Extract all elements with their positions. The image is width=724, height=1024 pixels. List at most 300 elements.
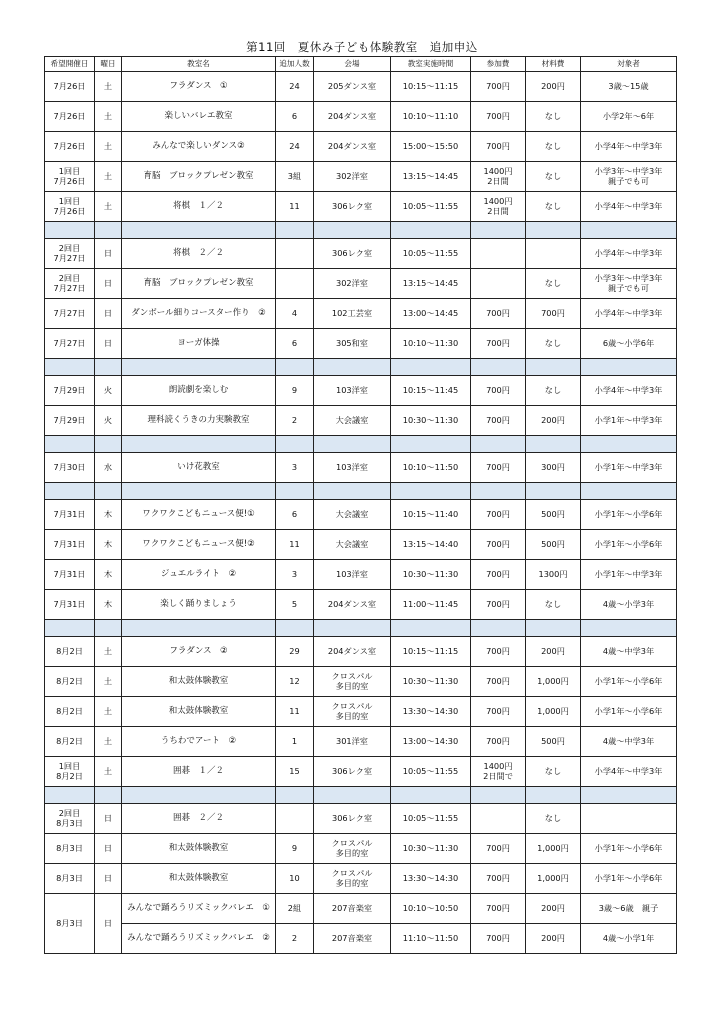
class-name-cell: いけ花教室 xyxy=(122,453,276,483)
table-row xyxy=(45,72,677,102)
time-cell: 10:05～11:55 xyxy=(391,804,471,834)
day-cell: 火 xyxy=(95,376,122,406)
separator-cell xyxy=(314,222,391,239)
target-cell: 3歳～15歳 xyxy=(581,72,677,102)
time-cell: 10:30～11:30 xyxy=(391,667,471,697)
time-cell: 10:10～10:50 xyxy=(391,894,471,924)
target-cell: 小学1年～小学6年 xyxy=(581,667,677,697)
venue-cell: 大会議室 xyxy=(314,530,391,560)
fee-cell: 700円 xyxy=(471,530,526,560)
venue-cell: 103洋室 xyxy=(314,376,391,406)
page-title: 第11回 夏休み子ども体験教室 追加申込 xyxy=(246,40,478,54)
separator-cell xyxy=(391,787,471,804)
venue-cell: 204ダンス室 xyxy=(314,590,391,620)
target-cell: 小学1年～小学6年 xyxy=(581,530,677,560)
date-cell: 1回目 7月26日 xyxy=(45,192,95,222)
day-cell: 土 xyxy=(95,727,122,757)
venue-cell: 306レク室 xyxy=(314,192,391,222)
separator-cell xyxy=(122,483,276,500)
count-cell: 2 xyxy=(276,924,314,954)
fee-cell: 1400円 2日間 xyxy=(471,162,526,192)
material-cell: なし xyxy=(526,376,581,406)
fee-cell: 700円 xyxy=(471,406,526,436)
class-name-cell: 楽しく踊りましょう xyxy=(122,590,276,620)
count-cell: 5 xyxy=(276,590,314,620)
material-cell: なし xyxy=(526,757,581,787)
material-cell: なし xyxy=(526,132,581,162)
separator-cell xyxy=(276,436,314,453)
count-cell: 6 xyxy=(276,329,314,359)
count-cell: 9 xyxy=(276,834,314,864)
day-cell: 土 xyxy=(95,102,122,132)
time-cell: 10:15～11:40 xyxy=(391,500,471,530)
header-venue: 会場 xyxy=(314,57,391,72)
separator-cell xyxy=(581,787,677,804)
table-row xyxy=(45,406,677,436)
fee-cell: 700円 xyxy=(471,560,526,590)
header-count: 追加人数 xyxy=(276,57,314,72)
table-row xyxy=(45,924,677,954)
separator-cell xyxy=(276,483,314,500)
date-cell: 2回目 7月27日 xyxy=(45,239,95,269)
target-cell: 3歳～6歳 親子 xyxy=(581,894,677,924)
count-cell: 3組 xyxy=(276,162,314,192)
class-name-cell: うちわでアート ② xyxy=(122,727,276,757)
table-row xyxy=(45,192,677,222)
separator-cell xyxy=(45,359,95,376)
date-cell: 7月26日 xyxy=(45,132,95,162)
fee-cell: 700円 xyxy=(471,697,526,727)
target-cell: 小学2年～6年 xyxy=(581,102,677,132)
fee-cell: 700円 xyxy=(471,924,526,954)
separator-cell xyxy=(95,436,122,453)
count-cell xyxy=(276,239,314,269)
count-cell: 24 xyxy=(276,132,314,162)
separator-cell xyxy=(581,436,677,453)
class-name-cell: みんなで楽しいダンス② xyxy=(122,132,276,162)
time-cell: 13:15～14:45 xyxy=(391,162,471,192)
venue-cell: 103洋室 xyxy=(314,560,391,590)
class-name-cell: 和太鼓体験教室 xyxy=(122,864,276,894)
fee-cell: 700円 xyxy=(471,72,526,102)
date-cell: 7月31日 xyxy=(45,560,95,590)
venue-cell: 301洋室 xyxy=(314,727,391,757)
material-cell: 1300円 xyxy=(526,560,581,590)
separator-cell xyxy=(276,222,314,239)
count-cell: 11 xyxy=(276,697,314,727)
header-class-name: 教室名 xyxy=(122,57,276,72)
date-cell: 8月3日 xyxy=(45,864,95,894)
class-name-cell: みんなで踊ろうリズミックバレエ ② xyxy=(122,924,276,954)
fee-cell: 700円 xyxy=(471,727,526,757)
separator-cell xyxy=(45,483,95,500)
table-row xyxy=(45,894,677,924)
separator-cell xyxy=(95,483,122,500)
date-cell: 7月26日 xyxy=(45,102,95,132)
separator-cell xyxy=(314,359,391,376)
table-row xyxy=(45,269,677,299)
time-cell: 10:30～11:30 xyxy=(391,406,471,436)
time-cell: 10:15～11:15 xyxy=(391,637,471,667)
day-cell: 土 xyxy=(95,667,122,697)
table-row xyxy=(45,864,677,894)
class-name-cell: フラダンス ① xyxy=(122,72,276,102)
table-row xyxy=(45,727,677,757)
count-cell xyxy=(276,269,314,299)
time-cell: 13:00～14:30 xyxy=(391,727,471,757)
venue-cell: 大会議室 xyxy=(314,500,391,530)
material-cell: 500円 xyxy=(526,530,581,560)
class-name-cell: フラダンス ② xyxy=(122,637,276,667)
material-cell: 700円 xyxy=(526,299,581,329)
venue-cell: 大会議室 xyxy=(314,406,391,436)
fee-cell xyxy=(471,269,526,299)
count-cell: 12 xyxy=(276,667,314,697)
count-cell: 4 xyxy=(276,299,314,329)
material-cell: なし xyxy=(526,329,581,359)
date-cell: 1回目 8月2日 xyxy=(45,757,95,787)
day-cell: 日 xyxy=(95,269,122,299)
fee-cell: 700円 xyxy=(471,376,526,406)
separator-cell xyxy=(391,222,471,239)
time-cell: 13:15～14:45 xyxy=(391,269,471,299)
material-cell: 200円 xyxy=(526,406,581,436)
venue-cell: クロスパル 多目的室 xyxy=(314,667,391,697)
table-row xyxy=(45,453,677,483)
separator-cell xyxy=(526,483,581,500)
count-cell: 29 xyxy=(276,637,314,667)
fee-cell: 1400円 2日間 xyxy=(471,192,526,222)
separator-cell xyxy=(276,620,314,637)
separator-cell xyxy=(314,787,391,804)
time-cell: 10:10～11:50 xyxy=(391,453,471,483)
day-cell: 日 xyxy=(95,329,122,359)
material-cell: なし xyxy=(526,162,581,192)
fee-cell: 700円 xyxy=(471,329,526,359)
date-cell: 8月2日 xyxy=(45,637,95,667)
target-cell: 小学1年～小学6年 xyxy=(581,697,677,727)
separator-cell xyxy=(526,436,581,453)
day-cell: 土 xyxy=(95,697,122,727)
class-name-cell: 囲碁 １／２ xyxy=(122,757,276,787)
class-name-cell: 将棋 １／２ xyxy=(122,192,276,222)
fee-cell xyxy=(471,239,526,269)
fee-cell: 700円 xyxy=(471,590,526,620)
table-row xyxy=(45,376,677,406)
venue-cell: 102工芸室 xyxy=(314,299,391,329)
day-cell: 土 xyxy=(95,637,122,667)
table-row xyxy=(45,834,677,864)
count-cell: 6 xyxy=(276,102,314,132)
venue-cell: 306レク室 xyxy=(314,239,391,269)
table-row xyxy=(45,299,677,329)
material-cell: なし xyxy=(526,192,581,222)
fee-cell: 700円 xyxy=(471,500,526,530)
date-cell: 7月27日 xyxy=(45,329,95,359)
day-cell: 土 xyxy=(95,162,122,192)
time-cell: 10:05～11:55 xyxy=(391,757,471,787)
time-cell: 10:30～11:30 xyxy=(391,834,471,864)
separator-cell xyxy=(45,222,95,239)
time-cell: 10:30～11:30 xyxy=(391,560,471,590)
material-cell: 200円 xyxy=(526,637,581,667)
date-cell: 1回目 7月26日 xyxy=(45,162,95,192)
date-cell: 7月31日 xyxy=(45,530,95,560)
venue-cell: 204ダンス室 xyxy=(314,637,391,667)
day-cell: 日 xyxy=(95,834,122,864)
header-time: 教室実施時間 xyxy=(391,57,471,72)
separator-cell xyxy=(471,359,526,376)
day-cell: 木 xyxy=(95,560,122,590)
target-cell: 小学4年～中学3年 xyxy=(581,192,677,222)
fee-cell: 700円 xyxy=(471,102,526,132)
separator-cell xyxy=(122,620,276,637)
separator-cell xyxy=(471,620,526,637)
separator-cell xyxy=(391,359,471,376)
separator-cell xyxy=(471,436,526,453)
venue-cell: 207音楽室 xyxy=(314,894,391,924)
time-cell: 15:00～15:50 xyxy=(391,132,471,162)
day-cell: 日 xyxy=(95,804,122,834)
time-cell: 13:30～14:30 xyxy=(391,697,471,727)
fee-cell: 700円 xyxy=(471,864,526,894)
material-cell xyxy=(526,239,581,269)
day-cell: 土 xyxy=(95,132,122,162)
target-cell: 4歳～小学1年 xyxy=(581,924,677,954)
target-cell: 小学1年～中学3年 xyxy=(581,453,677,483)
material-cell: 200円 xyxy=(526,72,581,102)
table-row xyxy=(45,637,677,667)
table-row xyxy=(45,530,677,560)
table-row xyxy=(45,239,677,269)
day-cell: 日 xyxy=(95,239,122,269)
material-cell: 1,000円 xyxy=(526,864,581,894)
separator-row xyxy=(45,620,677,637)
separator-cell xyxy=(122,359,276,376)
class-name-cell: 朗読劇を楽しむ xyxy=(122,376,276,406)
separator-row xyxy=(45,436,677,453)
target-cell: 小学4年～中学3年 xyxy=(581,299,677,329)
schedule-table xyxy=(44,56,677,954)
count-cell: 11 xyxy=(276,192,314,222)
separator-cell xyxy=(314,436,391,453)
separator-cell xyxy=(526,787,581,804)
count-cell: 6 xyxy=(276,500,314,530)
table-row xyxy=(45,162,677,192)
class-name-cell: 和太鼓体験教室 xyxy=(122,834,276,864)
target-cell: 小学4年～中学3年 xyxy=(581,132,677,162)
date-cell: 2回目 7月27日 xyxy=(45,269,95,299)
class-name-cell: ヨーガ体操 xyxy=(122,329,276,359)
material-cell: 1,000円 xyxy=(526,697,581,727)
venue-cell: 306レク室 xyxy=(314,757,391,787)
count-cell: 10 xyxy=(276,864,314,894)
separator-cell xyxy=(391,436,471,453)
target-cell: 小学3年～中学3年 親子でも可 xyxy=(581,162,677,192)
venue-cell: 204ダンス室 xyxy=(314,102,391,132)
count-cell xyxy=(276,804,314,834)
separator-cell xyxy=(122,222,276,239)
separator-cell xyxy=(526,359,581,376)
day-cell: 土 xyxy=(95,72,122,102)
target-cell: 小学4年～中学3年 xyxy=(581,239,677,269)
class-name-cell: ダンボール細りコースター作り ② xyxy=(122,299,276,329)
date-cell: 7月26日 xyxy=(45,72,95,102)
count-cell: 3 xyxy=(276,453,314,483)
time-cell: 13:30～14:30 xyxy=(391,864,471,894)
class-name-cell: 囲碁 ２／２ xyxy=(122,804,276,834)
target-cell: 小学4年～中学3年 xyxy=(581,376,677,406)
count-cell: 2組 xyxy=(276,894,314,924)
separator-cell xyxy=(276,787,314,804)
separator-cell xyxy=(314,620,391,637)
count-cell: 9 xyxy=(276,376,314,406)
target-cell: 小学1年～小学6年 xyxy=(581,500,677,530)
venue-cell: 103洋室 xyxy=(314,453,391,483)
material-cell: なし xyxy=(526,269,581,299)
target-cell: 小学1年～小学6年 xyxy=(581,834,677,864)
day-cell: 水 xyxy=(95,453,122,483)
separator-cell xyxy=(526,620,581,637)
separator-cell xyxy=(95,787,122,804)
time-cell: 10:15～11:15 xyxy=(391,72,471,102)
table-row xyxy=(45,667,677,697)
date-cell: 2回目 8月3日 xyxy=(45,804,95,834)
separator-cell xyxy=(276,359,314,376)
class-name-cell: ワクワクこどもニュース便!② xyxy=(122,530,276,560)
header-date: 希望開催日 xyxy=(45,57,95,72)
venue-cell: 302洋室 xyxy=(314,269,391,299)
table-row xyxy=(45,500,677,530)
material-cell: 200円 xyxy=(526,894,581,924)
separator-cell xyxy=(95,359,122,376)
target-cell: 小学4年～中学3年 xyxy=(581,757,677,787)
time-cell: 10:05～11:55 xyxy=(391,239,471,269)
header-day: 曜日 xyxy=(95,57,122,72)
day-cell: 木 xyxy=(95,500,122,530)
count-cell: 24 xyxy=(276,72,314,102)
material-cell: なし xyxy=(526,590,581,620)
class-name-cell: 楽しいバレエ教室 xyxy=(122,102,276,132)
day-cell: 火 xyxy=(95,406,122,436)
date-cell: 7月27日 xyxy=(45,299,95,329)
date-cell: 7月31日 xyxy=(45,590,95,620)
table-row xyxy=(45,560,677,590)
fee-cell: 700円 xyxy=(471,299,526,329)
separator-cell xyxy=(314,483,391,500)
target-cell: 4歳～中学3年 xyxy=(581,637,677,667)
count-cell: 15 xyxy=(276,757,314,787)
separator-cell xyxy=(581,222,677,239)
material-cell: 1,000円 xyxy=(526,667,581,697)
target-cell xyxy=(581,804,677,834)
venue-cell: 302洋室 xyxy=(314,162,391,192)
time-cell: 13:00～14:45 xyxy=(391,299,471,329)
separator-cell xyxy=(45,436,95,453)
separator-cell xyxy=(526,222,581,239)
date-cell: 7月31日 xyxy=(45,500,95,530)
day-cell: 土 xyxy=(95,757,122,787)
venue-cell: 306レク室 xyxy=(314,804,391,834)
count-cell: 1 xyxy=(276,727,314,757)
time-cell: 10:10～11:30 xyxy=(391,329,471,359)
material-cell: なし xyxy=(526,102,581,132)
fee-cell: 700円 xyxy=(471,894,526,924)
time-cell: 10:05～11:55 xyxy=(391,192,471,222)
class-name-cell: みんなで踊ろうリズミックバレエ ① xyxy=(122,894,276,924)
date-cell: 8月3日 xyxy=(45,834,95,864)
venue-cell: クロスパル 多目的室 xyxy=(314,834,391,864)
class-name-cell: 育脳 ブロックプレゼン教室 xyxy=(122,269,276,299)
venue-cell: 305和室 xyxy=(314,329,391,359)
venue-cell: クロスパル 多目的室 xyxy=(314,697,391,727)
separator-cell xyxy=(95,620,122,637)
date-cell: 7月29日 xyxy=(45,406,95,436)
separator-cell xyxy=(95,222,122,239)
separator-cell xyxy=(581,620,677,637)
target-cell: 4歳～小学3年 xyxy=(581,590,677,620)
table-row xyxy=(45,757,677,787)
count-cell: 2 xyxy=(276,406,314,436)
day-cell: 土 xyxy=(95,192,122,222)
time-cell: 10:15～11:45 xyxy=(391,376,471,406)
header-target: 対象者 xyxy=(581,57,677,72)
material-cell: 300円 xyxy=(526,453,581,483)
class-name-cell: 和太鼓体験教室 xyxy=(122,697,276,727)
fee-cell: 700円 xyxy=(471,667,526,697)
separator-row xyxy=(45,787,677,804)
fee-cell: 700円 xyxy=(471,132,526,162)
date-cell: 7月30日 xyxy=(45,453,95,483)
day-cell: 木 xyxy=(95,530,122,560)
material-cell: 500円 xyxy=(526,727,581,757)
count-cell: 3 xyxy=(276,560,314,590)
time-cell: 11:00～11:45 xyxy=(391,590,471,620)
fee-cell: 700円 xyxy=(471,453,526,483)
table-row xyxy=(45,132,677,162)
separator-cell xyxy=(581,483,677,500)
date-cell: 8月2日 xyxy=(45,727,95,757)
table-row xyxy=(45,329,677,359)
target-cell: 小学1年～中学3年 xyxy=(581,406,677,436)
separator-cell xyxy=(471,222,526,239)
separator-cell xyxy=(471,787,526,804)
separator-row xyxy=(45,222,677,239)
separator-cell xyxy=(391,483,471,500)
fee-cell xyxy=(471,804,526,834)
day-cell: 日 xyxy=(95,894,122,954)
separator-cell xyxy=(122,787,276,804)
class-name-cell: ワクワクこどもニュース便!① xyxy=(122,500,276,530)
class-name-cell: 育脳 ブロックプレゼン教室 xyxy=(122,162,276,192)
table-row xyxy=(45,804,677,834)
time-cell: 10:10～11:10 xyxy=(391,102,471,132)
header-material: 材料費 xyxy=(526,57,581,72)
date-cell: 8月2日 xyxy=(45,697,95,727)
separator-row xyxy=(45,483,677,500)
class-name-cell: 理科読くうきの力実験教室 xyxy=(122,406,276,436)
table-row xyxy=(45,102,677,132)
time-cell: 13:15～14:40 xyxy=(391,530,471,560)
separator-cell xyxy=(391,620,471,637)
material-cell: 200円 xyxy=(526,924,581,954)
target-cell: 小学3年～中学3年 親子でも可 xyxy=(581,269,677,299)
target-cell: 小学1年～小学6年 xyxy=(581,864,677,894)
class-name-cell: ジュエルライト ② xyxy=(122,560,276,590)
date-cell: 7月29日 xyxy=(45,376,95,406)
class-name-cell: 和太鼓体験教室 xyxy=(122,667,276,697)
material-cell: 1,000円 xyxy=(526,834,581,864)
